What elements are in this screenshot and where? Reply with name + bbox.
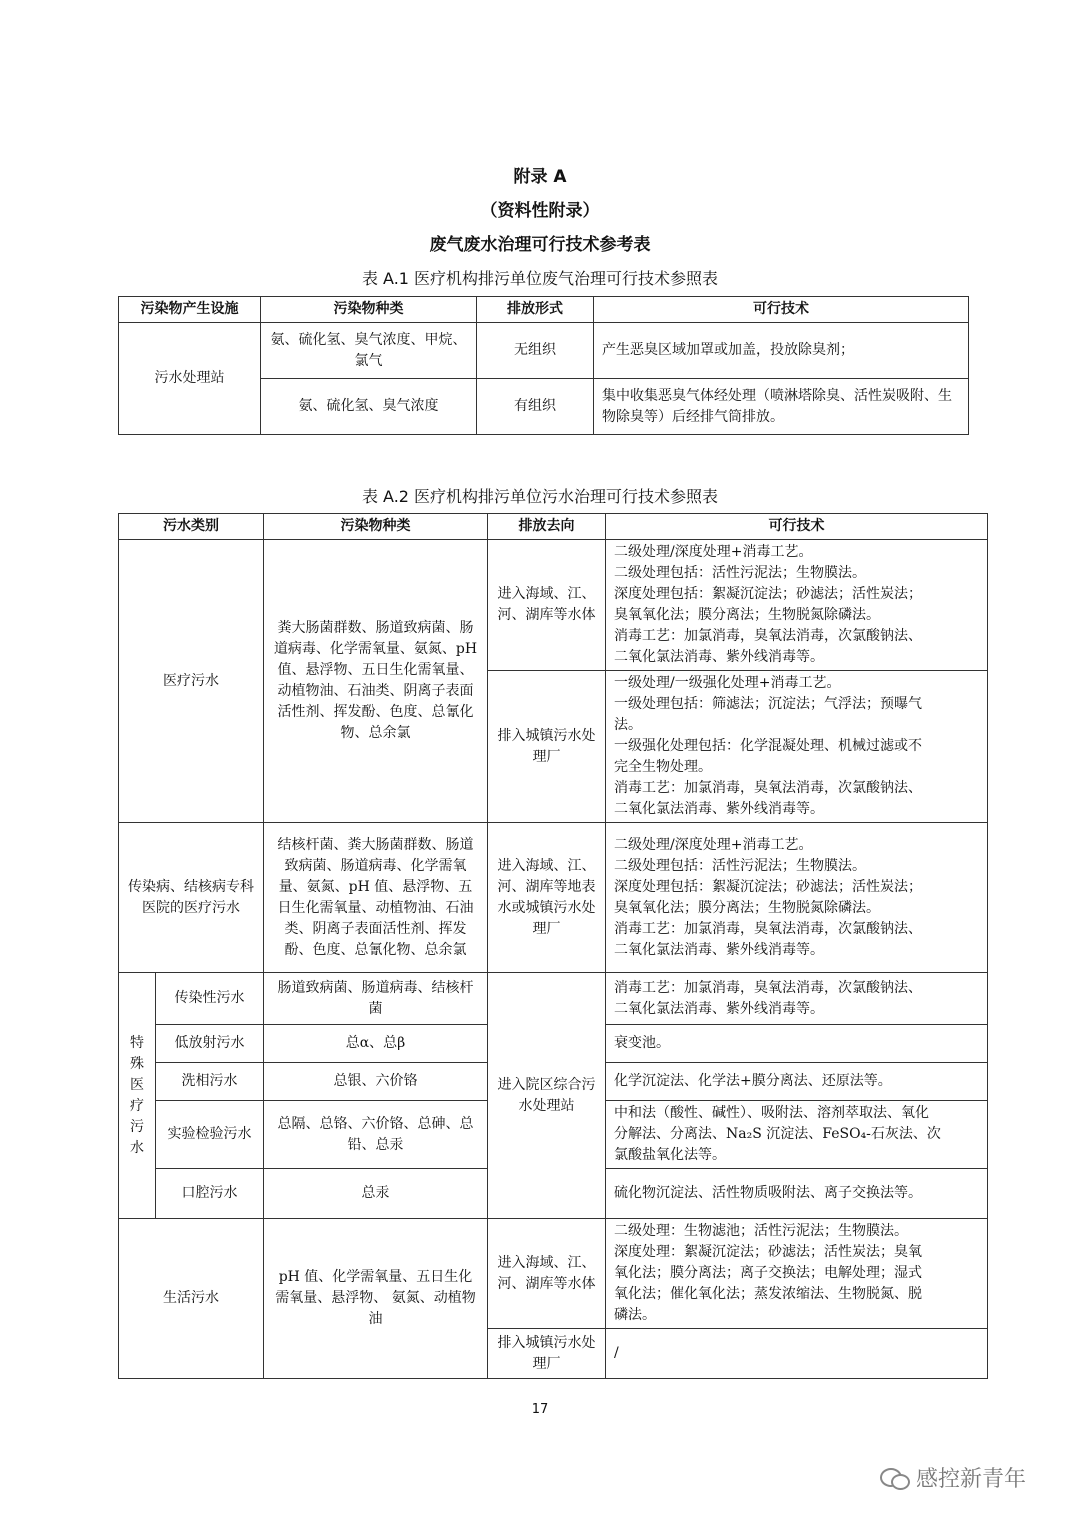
waste-gas-table bbox=[118, 296, 969, 435]
table1-pollutants: 氨、硫化氢、臭气浓度 bbox=[261, 379, 477, 435]
special-pollutants: 肠道致病菌、肠道病毒、结核杆菌 bbox=[264, 973, 488, 1025]
domestic-pollutants: pH 值、化学需氧量、五日生化需氧量、悬浮物、 氨氮、动植物油 bbox=[264, 1219, 488, 1379]
domestic-tech-2: / bbox=[606, 1329, 988, 1379]
medical-tech-2: 一级处理/一级强化处理+消毒工艺。 一级处理包括：筛滤法；沉淀法；气浮法；预曝气 法。 一级强化处理包括：化学混凝处理、机械过滤或不 完全生物处理。 消毒工艺：加氯消毒，臭氧法消毒，次氯酸钠法、 二氧化氯法消毒、紫外线消毒等。 bbox=[606, 671, 988, 823]
domestic-destination-1: 进入海域、江、河、湖库等水体 bbox=[488, 1219, 606, 1329]
table-row bbox=[119, 1219, 988, 1329]
special-type: 洗相污水 bbox=[156, 1063, 264, 1101]
special-tech: 硫化物沉淀法、活性物质吸附法、离子交换法等。 bbox=[606, 1169, 988, 1219]
table1-tech: 集中收集恶臭气体经处理（喷淋塔除臭、活性炭吸附、生物除臭等）后经排气筒排放。 bbox=[594, 379, 969, 435]
special-pollutants: 总汞 bbox=[264, 1169, 488, 1219]
table1-tech: 产生恶臭区域加罩或加盖，投放除臭剂； bbox=[594, 323, 969, 379]
special-destination: 进入院区综合污水处理站 bbox=[488, 973, 606, 1219]
medical-destination-1: 进入海域、江、河、湖库等水体 bbox=[488, 540, 606, 671]
table1-form: 无组织 bbox=[477, 323, 594, 379]
special-pollutants: 总隔、总铬、六价铬、总砷、总铅、总汞 bbox=[264, 1101, 488, 1169]
table2-header-pollutant: 污染物种类 bbox=[264, 514, 488, 540]
table-row bbox=[119, 540, 988, 671]
table1-facility: 污水处理站 bbox=[119, 323, 261, 435]
table1-pollutants: 氨、硫化氢、臭气浓度、甲烷、氯气 bbox=[261, 323, 477, 379]
infectious-destination: 进入海域、江、河、湖库等地表水或城镇污水处理厂 bbox=[488, 823, 606, 973]
table-row bbox=[119, 973, 988, 1025]
wechat-icon bbox=[880, 1466, 910, 1490]
table1-header-facility: 污染物产生设施 bbox=[119, 297, 261, 323]
table2-caption: 表 A.2 医疗机构排污单位污水治理可行技术参照表 bbox=[361, 487, 719, 506]
special-tech: 化学沉淀法、化学法+膜分离法、还原法等。 bbox=[606, 1063, 988, 1101]
infectious-category: 传染病、结核病专科医院的医疗污水 bbox=[119, 823, 264, 973]
table1-caption: 表 A.1 医疗机构排污单位废气治理可行技术参照表 bbox=[361, 269, 719, 288]
table1-header-tech: 可行技术 bbox=[594, 297, 969, 323]
page-number: 17 bbox=[531, 1402, 549, 1417]
appendix-subtitle: （资料性附录） bbox=[480, 201, 600, 221]
table1-header-pollutant: 污染物种类 bbox=[261, 297, 477, 323]
medical-tech-1: 二级处理/深度处理+消毒工艺。 二级处理包括：活性污泥法；生物膜法。 深度处理包括：絮凝沉淀法；砂滤法；活性炭法； 臭氧氧化法；膜分离法；生物脱氮除磷法。 消毒工艺：加氯消毒，臭氧法消毒，次氯酸钠法、 二氧化氯法消毒、紫外线消毒等。 bbox=[606, 540, 988, 671]
watermark-text: 感控新青年 bbox=[916, 1467, 1027, 1492]
table2-header-category: 污水类别 bbox=[119, 514, 264, 540]
table1-header-form: 排放形式 bbox=[477, 297, 594, 323]
domestic-destination-2: 排入城镇污水处理厂 bbox=[488, 1329, 606, 1379]
special-type: 口腔污水 bbox=[156, 1169, 264, 1219]
medical-pollutants: 粪大肠菌群数、肠道致病菌、肠道病毒、化学需氧量、氨氮、pH 值、悬浮物、五日生化需氧量、动植物油、石油类、阴离子表面活性剂、挥发酚、色度、总氰化物、总余氯 bbox=[264, 540, 488, 823]
watermark bbox=[880, 1462, 1026, 1493]
infectious-pollutants: 结核杆菌、粪大肠菌群数、肠道致病菌、肠道病毒、化学需氧量、氨氮、pH 值、悬浮物、五日生化需氧量、动植物油、石油类、阴离子表面活性剂、挥发酚、色度、总氰化物、总余氯 bbox=[264, 823, 488, 973]
special-tech: 衰变池。 bbox=[606, 1025, 988, 1063]
table-row bbox=[119, 323, 969, 379]
domestic-category: 生活污水 bbox=[119, 1219, 264, 1379]
table2-header-destination: 排放去向 bbox=[488, 514, 606, 540]
special-tech: 中和法（酸性、碱性）、吸附法、溶剂萃取法、氧化 分解法、分离法、Na₂S 沉淀法、FeSO₄-石灰法、次 氯酸盐氧化法等。 bbox=[606, 1101, 988, 1169]
special-pollutants: 总α、总β bbox=[264, 1025, 488, 1063]
special-type: 实验检验污水 bbox=[156, 1101, 264, 1169]
table-row bbox=[119, 823, 988, 973]
domestic-tech-1: 二级处理：生物滤池；活性污泥法；生物膜法。 深度处理：絮凝沉淀法；砂滤法；活性炭法；臭氧 氧化法；膜分离法；离子交换法；电解处理；湿式 氧化法；催化氧化法；蒸发浓缩法、生物脱氮、脱 磷法。 bbox=[606, 1219, 988, 1329]
medical-destination-2: 排入城镇污水处理厂 bbox=[488, 671, 606, 823]
waste-water-table bbox=[118, 513, 988, 1379]
special-category: 特 殊 医 疗 污 水 bbox=[119, 973, 156, 1219]
table1-form: 有组织 bbox=[477, 379, 594, 435]
table2-header-tech: 可行技术 bbox=[606, 514, 988, 540]
special-pollutants: 总银、六价铬 bbox=[264, 1063, 488, 1101]
infectious-tech: 二级处理/深度处理+消毒工艺。 二级处理包括：活性污泥法；生物膜法。 深度处理包括：絮凝沉淀法；砂滤法；活性炭法； 臭氧氧化法；膜分离法；生物脱氮除磷法。 消毒工艺：加氯消毒，臭氧法消毒，次氯酸钠法、 二氧化氯法消毒、紫外线消毒等。 bbox=[606, 823, 988, 973]
medical-category: 医疗污水 bbox=[119, 540, 264, 823]
appendix-heading: 废气废水治理可行技术参考表 bbox=[429, 235, 651, 255]
special-type: 低放射污水 bbox=[156, 1025, 264, 1063]
special-tech: 消毒工艺：加氯消毒，臭氧法消毒，次氯酸钠法、 二氧化氯法消毒、紫外线消毒等。 bbox=[606, 973, 988, 1025]
special-type: 传染性污水 bbox=[156, 973, 264, 1025]
appendix-title: 附录 A bbox=[513, 167, 567, 187]
